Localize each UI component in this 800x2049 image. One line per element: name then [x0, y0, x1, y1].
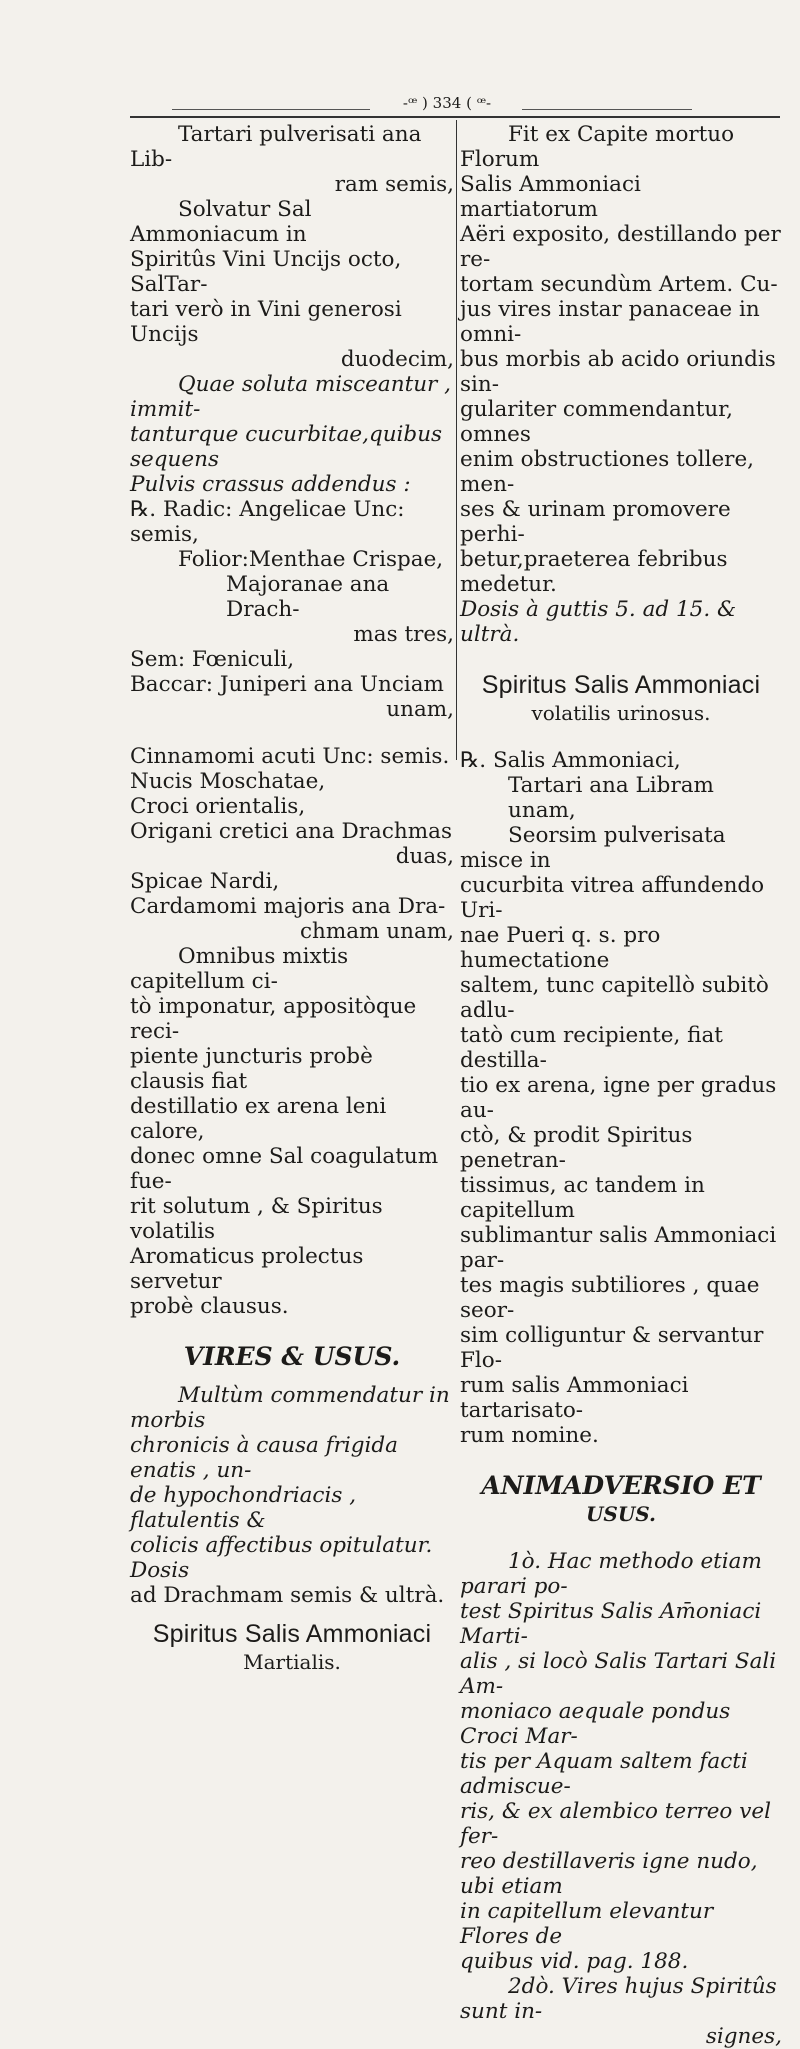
- paragraph-line: tes magis subtiliores , quae seor-: [460, 1273, 760, 1323]
- paragraph-line: tis per Aquam saltem facti admiscue-: [460, 1749, 748, 1799]
- paragraph-line: alis , si locò Salis Tartari Sali Am-: [460, 1649, 777, 1699]
- paragraph-line: signes,: [705, 2024, 782, 2049]
- section-subheading: Martialis.: [243, 1650, 341, 1674]
- paragraph-line: Pulvis crassus addendus :: [130, 472, 411, 497]
- paragraph-line: de hypochondriacis , flatulentis &: [130, 1483, 357, 1533]
- recipe-line: Baccar: Juniperi ana Unciam: [130, 672, 444, 697]
- paragraph-line: destillatio ex arena leni calore,: [130, 1094, 387, 1144]
- recipe-line: Origani cretici ana Drachmas: [130, 819, 453, 844]
- recipe-line: Cardamomi majoris ana Dra-: [130, 894, 446, 919]
- paragraph-line: quibus vid. pag. 188.: [460, 1949, 689, 1974]
- paragraph-line: tortam secundùm Artem. Cu-: [460, 272, 778, 297]
- section-heading-spiritus-volatilis: Spiritus Salis Ammoniaci: [481, 671, 761, 699]
- right-column: [460, 122, 782, 2049]
- section-subheading: USUS.: [585, 1502, 657, 1526]
- paragraph-line: ram semis,: [334, 172, 454, 197]
- recipe-line: ℞. Radic: Angelicae Unc: semis,: [130, 497, 405, 547]
- paragraph-line: Omnibus mixtis capitellum ci-: [130, 944, 349, 994]
- paragraph-line: probè clausus.: [130, 1294, 289, 1319]
- recipe-line: chmam unam,: [299, 919, 454, 944]
- paragraph-line: betur,praeterea febribus medetur.: [460, 547, 728, 597]
- section-heading-spiritus-martialis: Spiritus Salis Ammoniaci: [152, 1620, 432, 1648]
- recipe-line: Croci orientalis,: [130, 794, 306, 819]
- column-divider: [456, 120, 457, 760]
- paragraph-line: Fit ex Capite mortuo Florum: [460, 122, 735, 172]
- paragraph-line: sim colliguntur & servantur Flo-: [460, 1323, 764, 1373]
- paragraph-line: enim obstructiones tollere, men-: [460, 447, 755, 497]
- left-column: [130, 122, 454, 1675]
- paragraph-line: in capitellum elevantur Flores de: [460, 1899, 714, 1949]
- page-number: -ꟹ ) 334 ( ꟹ-: [402, 94, 492, 112]
- paragraph-line: Tartari pulverisati ana Lib-: [130, 122, 422, 172]
- paragraph-line: tò imponatur, appositòque reci-: [130, 994, 417, 1044]
- paragraph-line: colicis affectibus opitulatur. Dosis: [130, 1533, 433, 1583]
- paragraph-line: Salis Ammoniaci martiatorum: [460, 172, 641, 222]
- paragraph-line: cucurbita vitrea affundendo Uri-: [460, 873, 765, 923]
- paragraph-line: tanturque cucurbitae,quibus sequens: [130, 422, 443, 472]
- section-heading-vires: VIRES & USUS.: [183, 1342, 401, 1371]
- paragraph-line: ctò, & prodit Spiritus penetran-: [460, 1123, 693, 1173]
- paragraph-line: donec omne Sal coagulatum fue-: [130, 1144, 439, 1194]
- paragraph-line: rit solutum , & Spiritus volatilis: [130, 1194, 383, 1244]
- header-rule-right: [522, 109, 692, 110]
- recipe-line: Sem: Fœniculi,: [130, 647, 295, 672]
- recipe-line: unam,: [386, 697, 454, 722]
- paragraph-line: rum nomine.: [460, 1423, 599, 1448]
- section-subheading: volatilis urinosus.: [531, 701, 711, 725]
- paragraph-line: jus vires instar panaceae in omni-: [460, 297, 760, 347]
- paragraph-line: ses & urinam promovere perhi-: [460, 497, 731, 547]
- paragraph-line: sublimantur salis Ammoniaci par-: [460, 1223, 777, 1273]
- paragraph-line: Quae soluta misceantur , immit-: [130, 372, 452, 422]
- paragraph-line: Aëri exposito, destillando per re-: [460, 222, 781, 272]
- paragraph-line: bus morbis ab acido oriundis sin-: [460, 347, 776, 397]
- dosis-line: Dosis à guttis 5. ad 15. & ultrà.: [460, 597, 737, 647]
- paragraph-line: tatò cum recipiente, fiat destilla-: [460, 1023, 723, 1073]
- paragraph-line: 2dò. Vires hujus Spiritûs sunt in-: [460, 1974, 777, 2024]
- paragraph-line: tissimus, ac tandem in capitellum: [460, 1173, 705, 1223]
- recipe-line: duas,: [395, 844, 454, 869]
- paragraph-line: ris, & ex alembico terreo vel fer-: [460, 1799, 771, 1849]
- paragraph-line: Solvatur Sal Ammoniacum in: [130, 197, 312, 247]
- paragraph-line: ad Drachmam semis & ultrà.: [130, 1583, 445, 1608]
- recipe-line: Folior:Menthae Crispae,: [178, 547, 444, 572]
- paragraph-line: piente juncturis probè clausis fiat: [130, 1044, 373, 1094]
- paragraph-line: Aromaticus prolectus servetur: [130, 1244, 364, 1294]
- page-header: [172, 92, 692, 116]
- paragraph-line: moniaco aequale pondus Croci Mar-: [460, 1699, 731, 1749]
- paragraph-line: chronicis à causa frigida enatis , un-: [130, 1433, 398, 1483]
- paragraph-line: gulariter commendantur, omnes: [460, 397, 733, 447]
- paragraph-line: nae Pueri q. s. pro humectatione: [460, 923, 661, 973]
- recipe-line: Spicae Nardi,: [130, 869, 280, 894]
- section-heading-animadversio: ANIMADVERSIO ET: [481, 1471, 761, 1500]
- recipe-line: Majoranae ana Drach-: [226, 572, 390, 622]
- paragraph-line: Spiritûs Vini Uncijs octo, SalTar-: [130, 247, 402, 297]
- paragraph-line: saltem, tunc capitellò subitò adlu-: [460, 973, 769, 1023]
- paragraph-line: 1ò. Hac methodo etiam parari po-: [460, 1549, 762, 1599]
- paragraph-line: test Spiritus Salis Am̄oniaci Marti-: [460, 1599, 762, 1649]
- paragraph-line: tio ex arena, igne per gradus au-: [460, 1073, 777, 1123]
- top-rule: [130, 116, 780, 118]
- recipe-line: Nucis Moschatae,: [130, 769, 326, 794]
- paragraph-line: duodecim,: [340, 347, 454, 372]
- recipe-line: mas tres,: [353, 622, 454, 647]
- recipe-line: ℞. Salis Ammoniaci,: [460, 748, 681, 773]
- paragraph-line: tari verò in Vini generosi Uncijs: [130, 297, 402, 347]
- paragraph-line: reo destillaveris igne nudo, ubi etiam: [460, 1849, 758, 1899]
- paragraph-line: Seorsim pulverisata misce in: [460, 823, 726, 873]
- recipe-line: Cinnamomi acuti Unc: semis.: [130, 744, 450, 769]
- paragraph-line: rum salis Ammoniaci tartarisato-: [460, 1373, 689, 1423]
- recipe-line: Tartari ana Libram unam,: [508, 773, 714, 823]
- paragraph-line: Multùm commendatur in morbis: [130, 1383, 450, 1433]
- header-rule-left: [172, 109, 370, 110]
